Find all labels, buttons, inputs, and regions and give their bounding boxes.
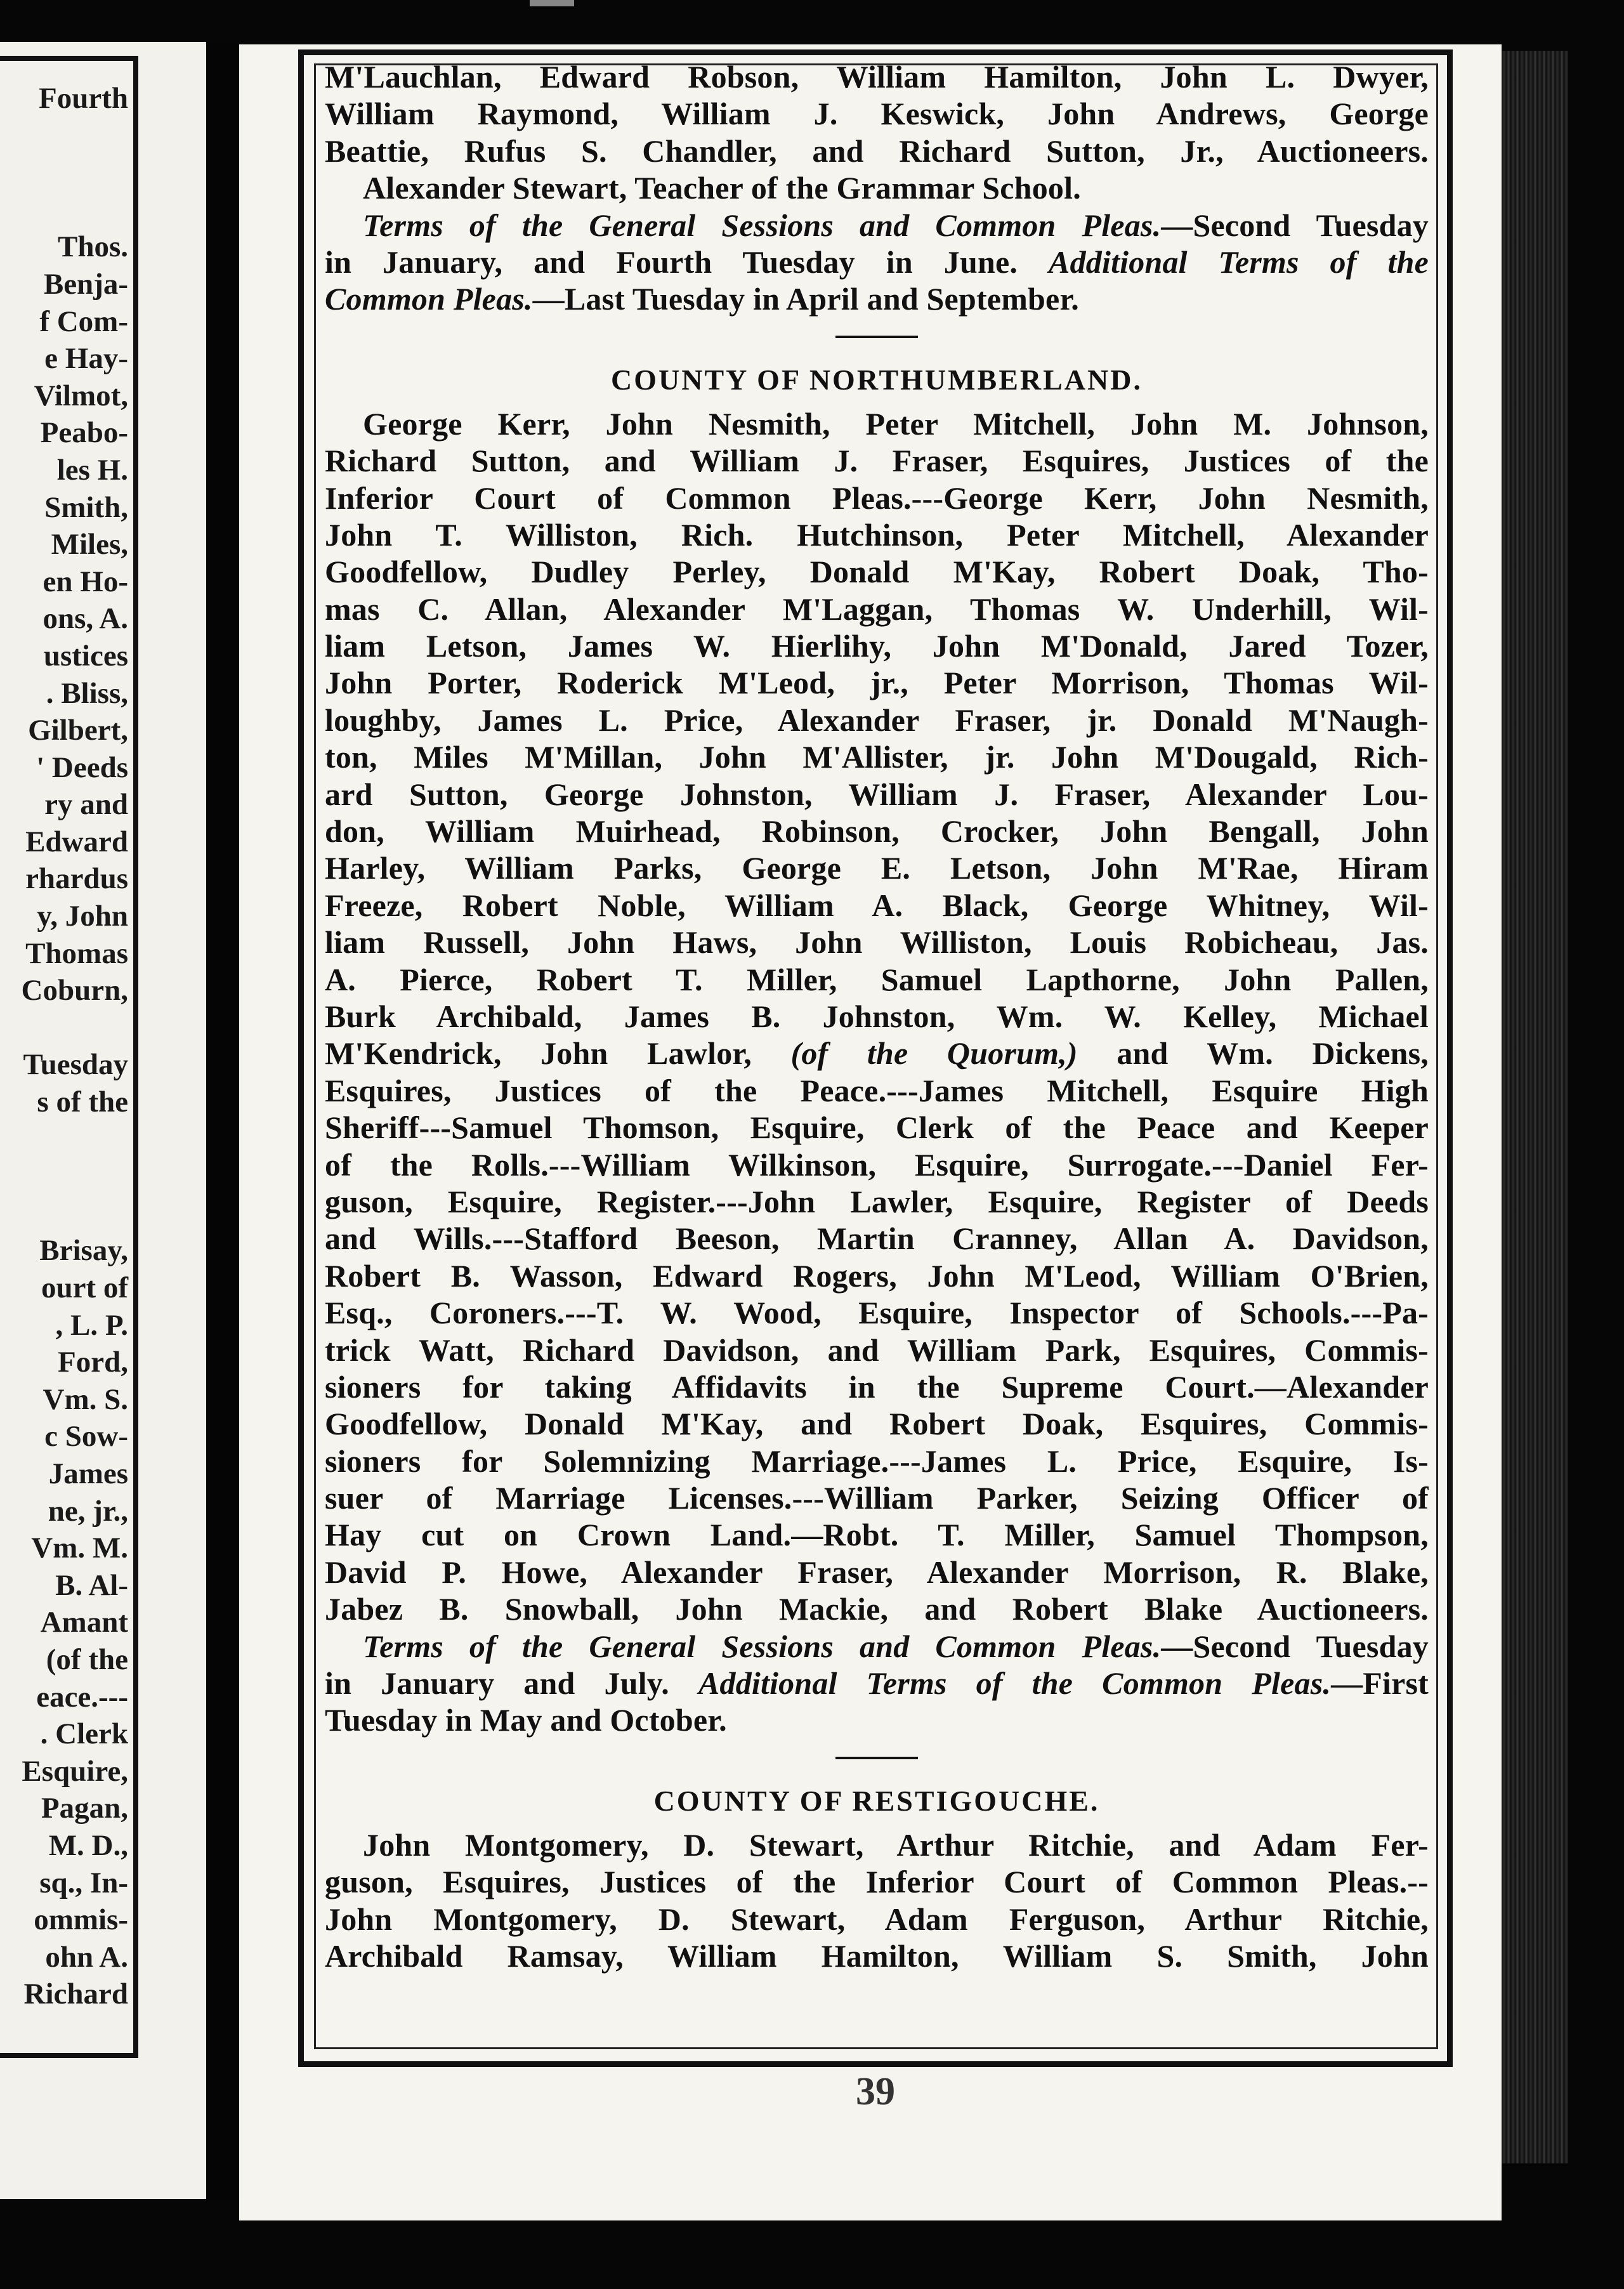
left-page-line: en Ho- <box>43 565 128 598</box>
left-page-line <box>0 117 133 155</box>
left-page-line: Coburn, <box>21 974 128 1007</box>
left-page <box>0 42 206 2199</box>
page-edges <box>1502 51 1568 2163</box>
restigouche-officers <box>325 1827 1429 1975</box>
text-line: liam Russell, John Haws, John Williston, Louis Robicheau, Jas. <box>325 924 1429 961</box>
northumberland-terms-line-2 <box>325 1665 1429 1702</box>
left-page-line: Fourth <box>39 82 128 115</box>
left-page-line: ry and <box>44 788 128 822</box>
left-page-line: s of the <box>37 1085 128 1119</box>
left-page-line: f Com- <box>39 305 128 338</box>
left-page-line: M. D., <box>48 1828 128 1862</box>
text-line: Goodfellow, Dudley Perley, Donald M'Kay, Robert Doak, Tho- <box>325 554 1429 590</box>
left-page-line: ons, A. <box>43 602 128 636</box>
text-line: Robert B. Wasson, Edward Rogers, John M'Leod, William O'Brien, <box>325 1257 1429 1294</box>
northumberland-terms-line-3: Tuesday in May and October. <box>325 1702 727 1738</box>
westmorland-terms-line-1 <box>325 207 1429 244</box>
northumberland-heading: COUNTY OF NORTHUMBERLAND. <box>611 363 1143 396</box>
quorum-text: and Wm. Dickens, <box>1116 1035 1429 1072</box>
text-line: Freeze, Robert Noble, William A. Black, George Whitney, Wil- <box>325 887 1429 923</box>
left-page-text <box>0 80 133 2013</box>
text-line: A. Pierce, Robert T. Miller, Samuel Lapthorne, John Pallen, <box>325 961 1429 997</box>
left-page-line: ne, jr., <box>48 1494 128 1528</box>
left-page-line: ohn A. <box>45 1940 128 1974</box>
text-line: Hay cut on Crown Land.—Robt. T. Miller, Samuel Thompson, <box>325 1517 1429 1553</box>
left-page-line: Ford, <box>58 1346 128 1379</box>
text-line: William Raymond, William J. Keswick, John Andrews, George <box>325 96 1429 132</box>
text-line: guson, Esquires, Justices of the Inferior Court of Common Pleas.-- <box>325 1864 1429 1900</box>
additional-terms-label: Additional Terms of the <box>1049 244 1429 280</box>
left-page-line: y, John <box>37 900 128 933</box>
text-line: David P. Howe, Alexander Fraser, Alexander Morrison, R. Blake, <box>325 1554 1429 1590</box>
left-page-line: rhardus <box>25 862 128 896</box>
text-line: liam Letson, James W. Hierlihy, John M'Donald, Jared Tozer, <box>325 628 1429 664</box>
left-page-line: . Clerk <box>40 1717 128 1751</box>
text-line: Beattie, Rufus S. Chandler, and Richard Sutton, Jr., Auctioneers. <box>325 133 1429 169</box>
left-page-line: Miles, <box>51 528 128 561</box>
text-line: Goodfellow, Donald M'Kay, and Robert Doak, Esquires, Commis- <box>325 1406 1429 1442</box>
terms-text: —First <box>1331 1665 1429 1702</box>
westmorland-terms-line-3 <box>325 280 1429 317</box>
terms-text: —Second Tuesday <box>1161 1628 1429 1664</box>
left-page-line: les H. <box>56 453 128 487</box>
text-line: Archibald Ramsay, William Hamilton, William S. Smith, John <box>325 1938 1429 1974</box>
left-page-line: eace.--- <box>36 1680 128 1714</box>
northumberland-terms-line-1 <box>325 1628 1429 1665</box>
document-body <box>325 58 1429 1974</box>
left-page-line: Gilbert, <box>28 714 128 747</box>
text-line: suer of Marriage Licenses.---William Parker, Seizing Officer of <box>325 1480 1429 1516</box>
text-line: Inferior Court of Common Pleas.---George Kerr, John Nesmith, <box>325 480 1429 516</box>
left-page-line: , L. P. <box>55 1308 128 1342</box>
terms-text: in January, and Fourth Tuesday in June. <box>325 244 1018 280</box>
text-line: Esq., Coroners.---T. W. Wood, Esquire, Inspector of Schools.---Pa- <box>325 1295 1429 1331</box>
left-page-line: Peabo- <box>40 416 128 450</box>
left-page-line: B. Al- <box>55 1568 128 1602</box>
left-page-line <box>0 1158 133 1195</box>
left-page-line: Amant <box>40 1606 128 1639</box>
left-page-line: Thomas <box>25 936 128 970</box>
left-page-line: Esquire, <box>22 1754 128 1788</box>
terms-text: —Last Tuesday in April and September. <box>532 281 1079 317</box>
terms-label: Terms of the General Sessions and Common Pleas. <box>363 1628 1162 1664</box>
text-line: John T. Williston, Rich. Hutchinson, Peter Mitchell, Alexander <box>325 516 1429 553</box>
text-line: Jabez B. Snowball, John Mackie, and Robert Blake Auctioneers. <box>325 1591 1429 1627</box>
text-line: loughby, James L. Price, Alexander Fraser, jr. Donald M'Naugh- <box>325 702 1429 738</box>
text-line: guson, Esquire, Register.---John Lawler, Esquire, Register of Deeds <box>325 1183 1429 1219</box>
book-gutter <box>206 42 239 2199</box>
left-page-line: (of the <box>46 1643 128 1676</box>
text-line: George Kerr, John Nesmith, Peter Mitchell, John M. Johnson, <box>363 405 1429 442</box>
text-line: don, William Muirhead, Robinson, Crocker, John Bengall, John <box>325 813 1429 849</box>
restigouche-heading: COUNTY OF RESTIGOUCHE. <box>653 1784 1100 1817</box>
left-page-line: ommis- <box>34 1903 128 1937</box>
left-page-line: ourt of <box>41 1271 128 1304</box>
text-line: sioners for Solemnizing Marriage.---James L. Price, Esquire, Is- <box>325 1443 1429 1479</box>
quorum-line <box>325 1035 1429 1072</box>
text-line: Harley, William Parks, George E. Letson, John M'Rae, Hiram <box>325 850 1429 886</box>
westmorland-section-tail <box>325 58 1429 207</box>
left-page-line <box>0 154 133 192</box>
left-page-line: Vilmot, <box>34 379 128 412</box>
terms-label: Terms of the General Sessions and Common Pleas. <box>363 207 1162 243</box>
left-page-line <box>0 1121 133 1158</box>
terms-text: in January and July. <box>325 1665 669 1702</box>
left-page-line: ustices <box>43 639 128 672</box>
text-line: Richard Sutton, and William J. Fraser, Esquires, Justices of the <box>325 443 1429 479</box>
left-page-line: Vm. S. <box>43 1382 128 1416</box>
left-page-line: . Bliss, <box>46 676 128 710</box>
text-line: and Wills.---Stafford Beeson, Martin Cranney, Allan A. Davidson, <box>325 1221 1429 1257</box>
left-page-line <box>0 192 133 229</box>
left-page-line: Brisay, <box>39 1234 128 1268</box>
text-line: ard Sutton, George Johnston, William J. Fraser, Alexander Lou- <box>325 776 1429 812</box>
left-page-line: ' Deeds <box>36 751 128 784</box>
left-page-line: Thos. <box>57 230 128 264</box>
common-pleas-label: Common Pleas. <box>325 281 533 317</box>
left-page-line: sq., In- <box>39 1866 128 1899</box>
text-line: John Porter, Roderick M'Leod, jr., Peter Morrison, Thomas Wil- <box>325 665 1429 701</box>
left-page-line <box>0 1195 133 1233</box>
left-page-line: James <box>48 1457 128 1490</box>
left-page-line: Tuesday <box>23 1048 128 1082</box>
northumberland-officers-continued <box>325 1072 1429 1628</box>
section-divider <box>325 318 1429 355</box>
scan-mark <box>530 0 574 6</box>
text-line: sioners for taking Affidavits in the Supreme Court.—Alexander <box>325 1368 1429 1405</box>
text-line: mas C. Allan, Alexander M'Laggan, Thomas W. Underhill, Wil- <box>325 591 1429 627</box>
text-line: John Montgomery, D. Stewart, Arthur Ritchie, and Adam Fer- <box>363 1827 1429 1863</box>
left-page-line: e Hay- <box>44 342 128 376</box>
section-divider <box>325 1739 1429 1776</box>
text-line: M'Lauchlan, Edward Robson, William Hamilton, John L. Dwyer, <box>325 59 1429 95</box>
quorum-text: M'Kendrick, John Lawlor, <box>325 1035 752 1072</box>
text-line: ton, Miles M'Millan, John M'Allister, jr. John M'Dougald, Rich- <box>325 739 1429 775</box>
left-page-line: Richard <box>23 1977 128 2011</box>
terms-text: —Second Tuesday <box>1161 207 1429 243</box>
page-number: 39 <box>856 2070 895 2113</box>
additional-terms-label: Additional Terms of the Common Pleas. <box>698 1665 1332 1702</box>
text-line: John Montgomery, D. Stewart, Adam Ferguson, Arthur Ritchie, <box>325 1901 1429 1937</box>
text-line: trick Watt, Richard Davidson, and William Park, Esquires, Commis- <box>325 1332 1429 1368</box>
left-page-line: Benja- <box>43 267 128 301</box>
text-line: Sheriff---Samuel Thomson, Esquire, Clerk of the Peace and Keeper <box>325 1110 1429 1146</box>
left-page-line: Pagan, <box>41 1792 128 1825</box>
left-page-line: c Sow- <box>44 1420 128 1453</box>
text-line: Burk Archibald, James B. Johnston, Wm. W. Kelley, Michael <box>325 998 1429 1034</box>
westmorland-terms-line-2 <box>325 244 1429 280</box>
left-page-line: Vm. M. <box>31 1531 128 1565</box>
northumberland-officers <box>325 405 1429 1035</box>
left-page-line: Edward <box>25 825 128 858</box>
quorum-italic: (of the Quorum,) <box>790 1035 1078 1072</box>
text-line: Alexander Stewart, Teacher of the Grammar School. <box>363 170 1081 206</box>
text-line: of the Rolls.---William Wilkinson, Esquire, Surrogate.---Daniel Fer- <box>325 1146 1429 1183</box>
left-page-line: Smith, <box>44 490 128 524</box>
left-page-line <box>0 1009 133 1047</box>
text-line: Esquires, Justices of the Peace.---James Mitchell, Esquire High <box>325 1072 1429 1108</box>
